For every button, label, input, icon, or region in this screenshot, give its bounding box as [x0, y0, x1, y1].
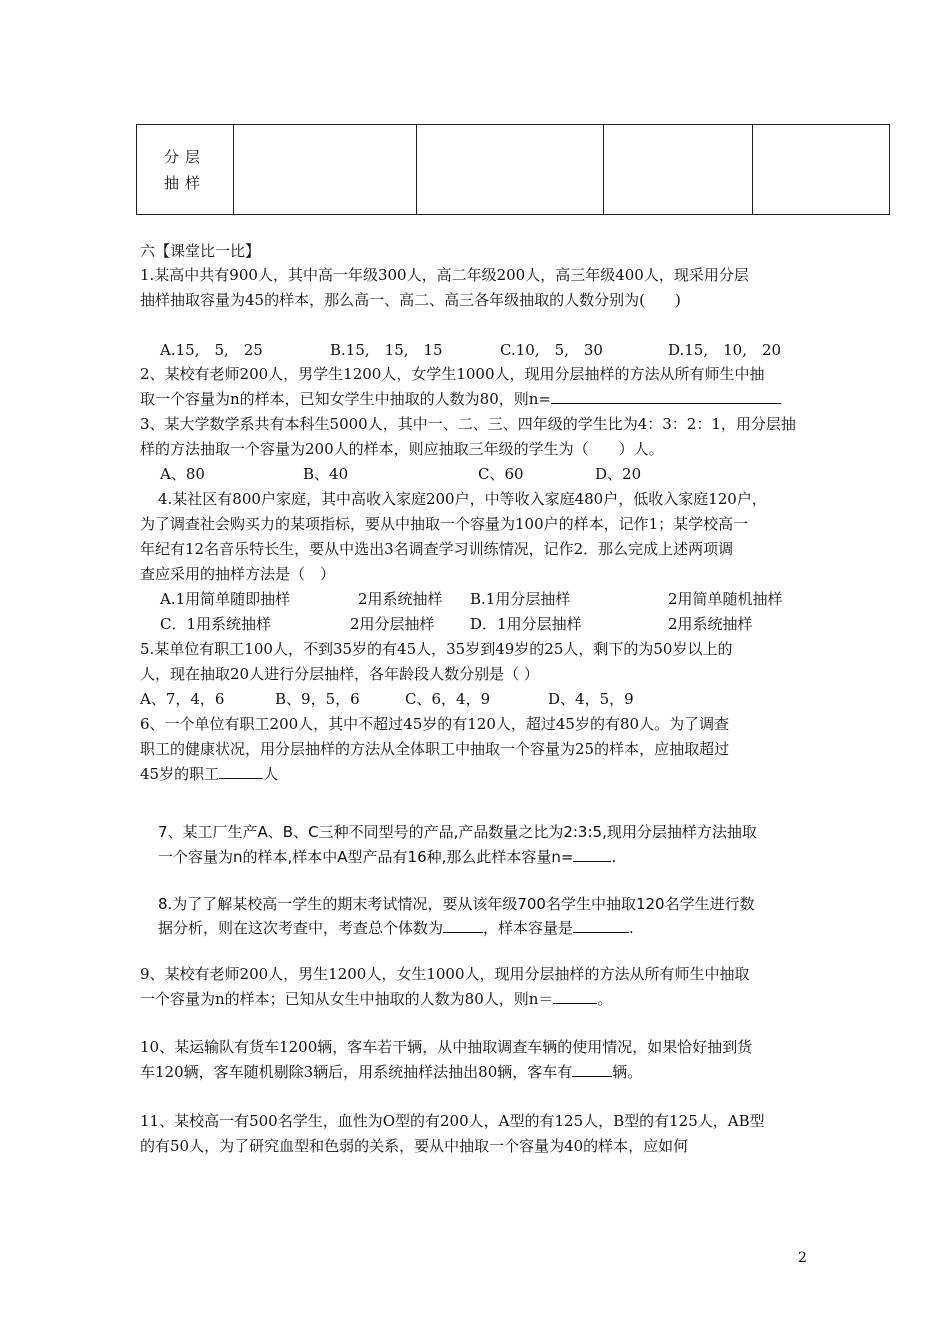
q5-line-1: 5.某单位有职工100人，不到35岁的有45人，35岁到49岁的25人，剩下的为50岁以上的 — [140, 640, 733, 658]
q4-line-1: 4.某社区有800户家庭，其中高收入家庭200户，中等收入家庭480户，低收入家庭120户， — [158, 490, 767, 508]
q9-line-2 — [140, 989, 612, 1009]
page-number: 2 — [798, 1250, 807, 1266]
q4-option-b-1: B.1用分层抽样 — [470, 590, 571, 608]
q5-option-c: C、6，4，9 — [405, 690, 491, 708]
q4-option-d-1: D．1用分层抽样 — [470, 615, 582, 633]
q1-option-b: B.15, 15, 15 — [330, 341, 443, 359]
answer-blank[interactable] — [219, 764, 263, 779]
table-row — [137, 125, 890, 215]
table-cell — [753, 125, 890, 215]
q4-line-2: 为了调查社会购买力的某项指标，要从中抽取一个容量为100户的样本，记作1；某学校高一 — [140, 515, 749, 533]
q3-line-1: 3、某大学数学系共有本科生5000人，其中一、二、三、四年级的学生比为4：3：2：1，用分层抽 — [140, 415, 796, 433]
q9-line-1: 9、某校有老师200人，男生1200人，女生1000人，现用分层抽样的方法从所有师生中抽取 — [140, 965, 750, 983]
answer-blank[interactable] — [553, 989, 597, 1004]
q8-line-2-end: . — [629, 919, 634, 937]
q7-line-1: 7、某工厂生产A、B、C三种不同型号的产品,产品数量之比为2:3:5,现用分层抽样方法抽取 — [158, 823, 757, 841]
q7-line-2-end: . — [611, 848, 617, 866]
table-cell — [604, 125, 753, 215]
q2-line-2-text: 取一个容量为n的样本，已知女学生中抽取的人数为80，则n= — [140, 390, 551, 408]
q3-option-b: B、40 — [303, 465, 349, 483]
q4-option-c-1: C．1用系统抽样 — [160, 615, 272, 633]
answer-blank[interactable] — [443, 918, 483, 933]
q3-option-a: A、80 — [160, 465, 205, 483]
q4-option-a-2: 2用系统抽样 — [358, 590, 443, 608]
q11-line-1: 11、某校高一有500名学生，血性为O型的有200人，A型的有125人，B型的有125人，AB型 — [140, 1112, 765, 1130]
q1-option-d: D.15, 10, 20 — [668, 341, 782, 359]
answer-blank[interactable] — [573, 847, 611, 862]
q6-line-2: 职工的健康状况，用分层抽样的方法从全体职工中抽取一个容量为25的样本，应抽取超过 — [140, 740, 730, 758]
q4-option-b-2: 2用简单随机抽样 — [668, 590, 783, 608]
q1-option-c: C.10, 5, 30 — [500, 341, 603, 359]
table-cell — [234, 125, 417, 215]
section-title: 六【课堂比一比】 — [140, 242, 261, 260]
answer-blank[interactable] — [573, 918, 629, 933]
q2-line-1: 2、某校有老师200人，男学生1200人，女学生1000人，现用分层抽样的方法从所有师生中抽 — [140, 365, 765, 383]
q6-line-3 — [140, 764, 278, 784]
q9-line-2-end: 。 — [597, 990, 613, 1008]
q8-line-1: 8.为了了解某校高一学生的期末考试情况，要从该年级700名学生中抽取120名学生进行数 — [158, 895, 755, 913]
q10-line-1: 10、某运输队有货车1200辆，客车若干辆，从中抽取调查车辆的使用情况，如果恰好抽到货 — [140, 1038, 753, 1056]
q2-line-2 — [140, 389, 781, 409]
q11-line-2: 的有50人，为了研究血型和色弱的关系，要从中抽取一个容量为40的样本，应如何 — [140, 1137, 689, 1155]
q9-line-2-text: 一个容量为n的样本；已知从女生中抽取的人数为80人，则n＝ — [140, 990, 554, 1008]
q5-line-2: 人，现在抽取20人进行分层抽样，各年龄段人数分别是（ ） — [140, 665, 539, 683]
q6-line-3-text: 45岁的职工 — [140, 765, 220, 783]
q3-option-c: C、60 — [478, 465, 524, 483]
q10-line-2-text: 车120辆，客车随机剔除3辆后，用系统抽样法抽出80辆，客车有 — [140, 1063, 573, 1081]
row-label-line-1: 分层 — [163, 147, 206, 166]
answer-blank[interactable] — [551, 389, 781, 404]
q4-option-d-2: 2用系统抽样 — [668, 615, 753, 633]
q6-line-3-end: 人 — [263, 765, 279, 783]
q8-line-2-text: 据分析，则在这次考查中，考查总个体数为 — [158, 919, 444, 937]
q6-line-1: 6、一个单位有职工200人，其中不超过45岁的有120人，超过45岁的有80人。为了调查 — [140, 715, 730, 733]
q8-line-2 — [158, 918, 634, 938]
q8-line-2-mid: ，样本容量是 — [483, 919, 574, 937]
q4-line-3: 年纪有12名音乐特长生，要从中选出3名调查学习训练情况，记作2．那么完成上述两项调 — [140, 540, 734, 558]
q4-line-4: 查应采用的抽样方法是（ ） — [140, 565, 336, 583]
q5-option-a: A、7，4，6 — [140, 690, 225, 708]
q3-line-2: 样的方法抽取一个容量为200人的样本，则应抽取三年级的学生为（ ）人。 — [140, 440, 664, 458]
q4-option-a-1: A.1用简单随即抽样 — [160, 590, 291, 608]
row-label-line-2: 抽样 — [163, 173, 206, 192]
q5-option-d: D、4，5，9 — [548, 690, 634, 708]
q1-option-a: A.15, 5, 25 — [160, 341, 263, 359]
q7-line-2-text: 一个容量为n的样本,样本中A型产品有16种,那么此样本容量n= — [158, 848, 574, 866]
q1-line-2: 抽样抽取容量为45的样本，那么高一、高二、高三各年级抽取的人数分别为( ) — [140, 291, 681, 309]
q1-line-1: 1.某高中共有900人，其中高一年级300人，高二年级200人，高三年级400人，现采用分层 — [140, 266, 749, 284]
q10-line-2 — [140, 1062, 642, 1082]
q3-option-d: D、20 — [595, 465, 642, 483]
answer-blank[interactable] — [572, 1062, 612, 1077]
table-row-label — [137, 125, 234, 215]
table-cell — [417, 125, 604, 215]
q4-option-c-2: 2用分层抽样 — [350, 615, 435, 633]
sampling-table — [136, 124, 890, 215]
q5-option-b: B、9，5，6 — [275, 690, 360, 708]
q7-line-2 — [158, 847, 616, 867]
q10-line-2-end: 辆。 — [612, 1063, 643, 1081]
